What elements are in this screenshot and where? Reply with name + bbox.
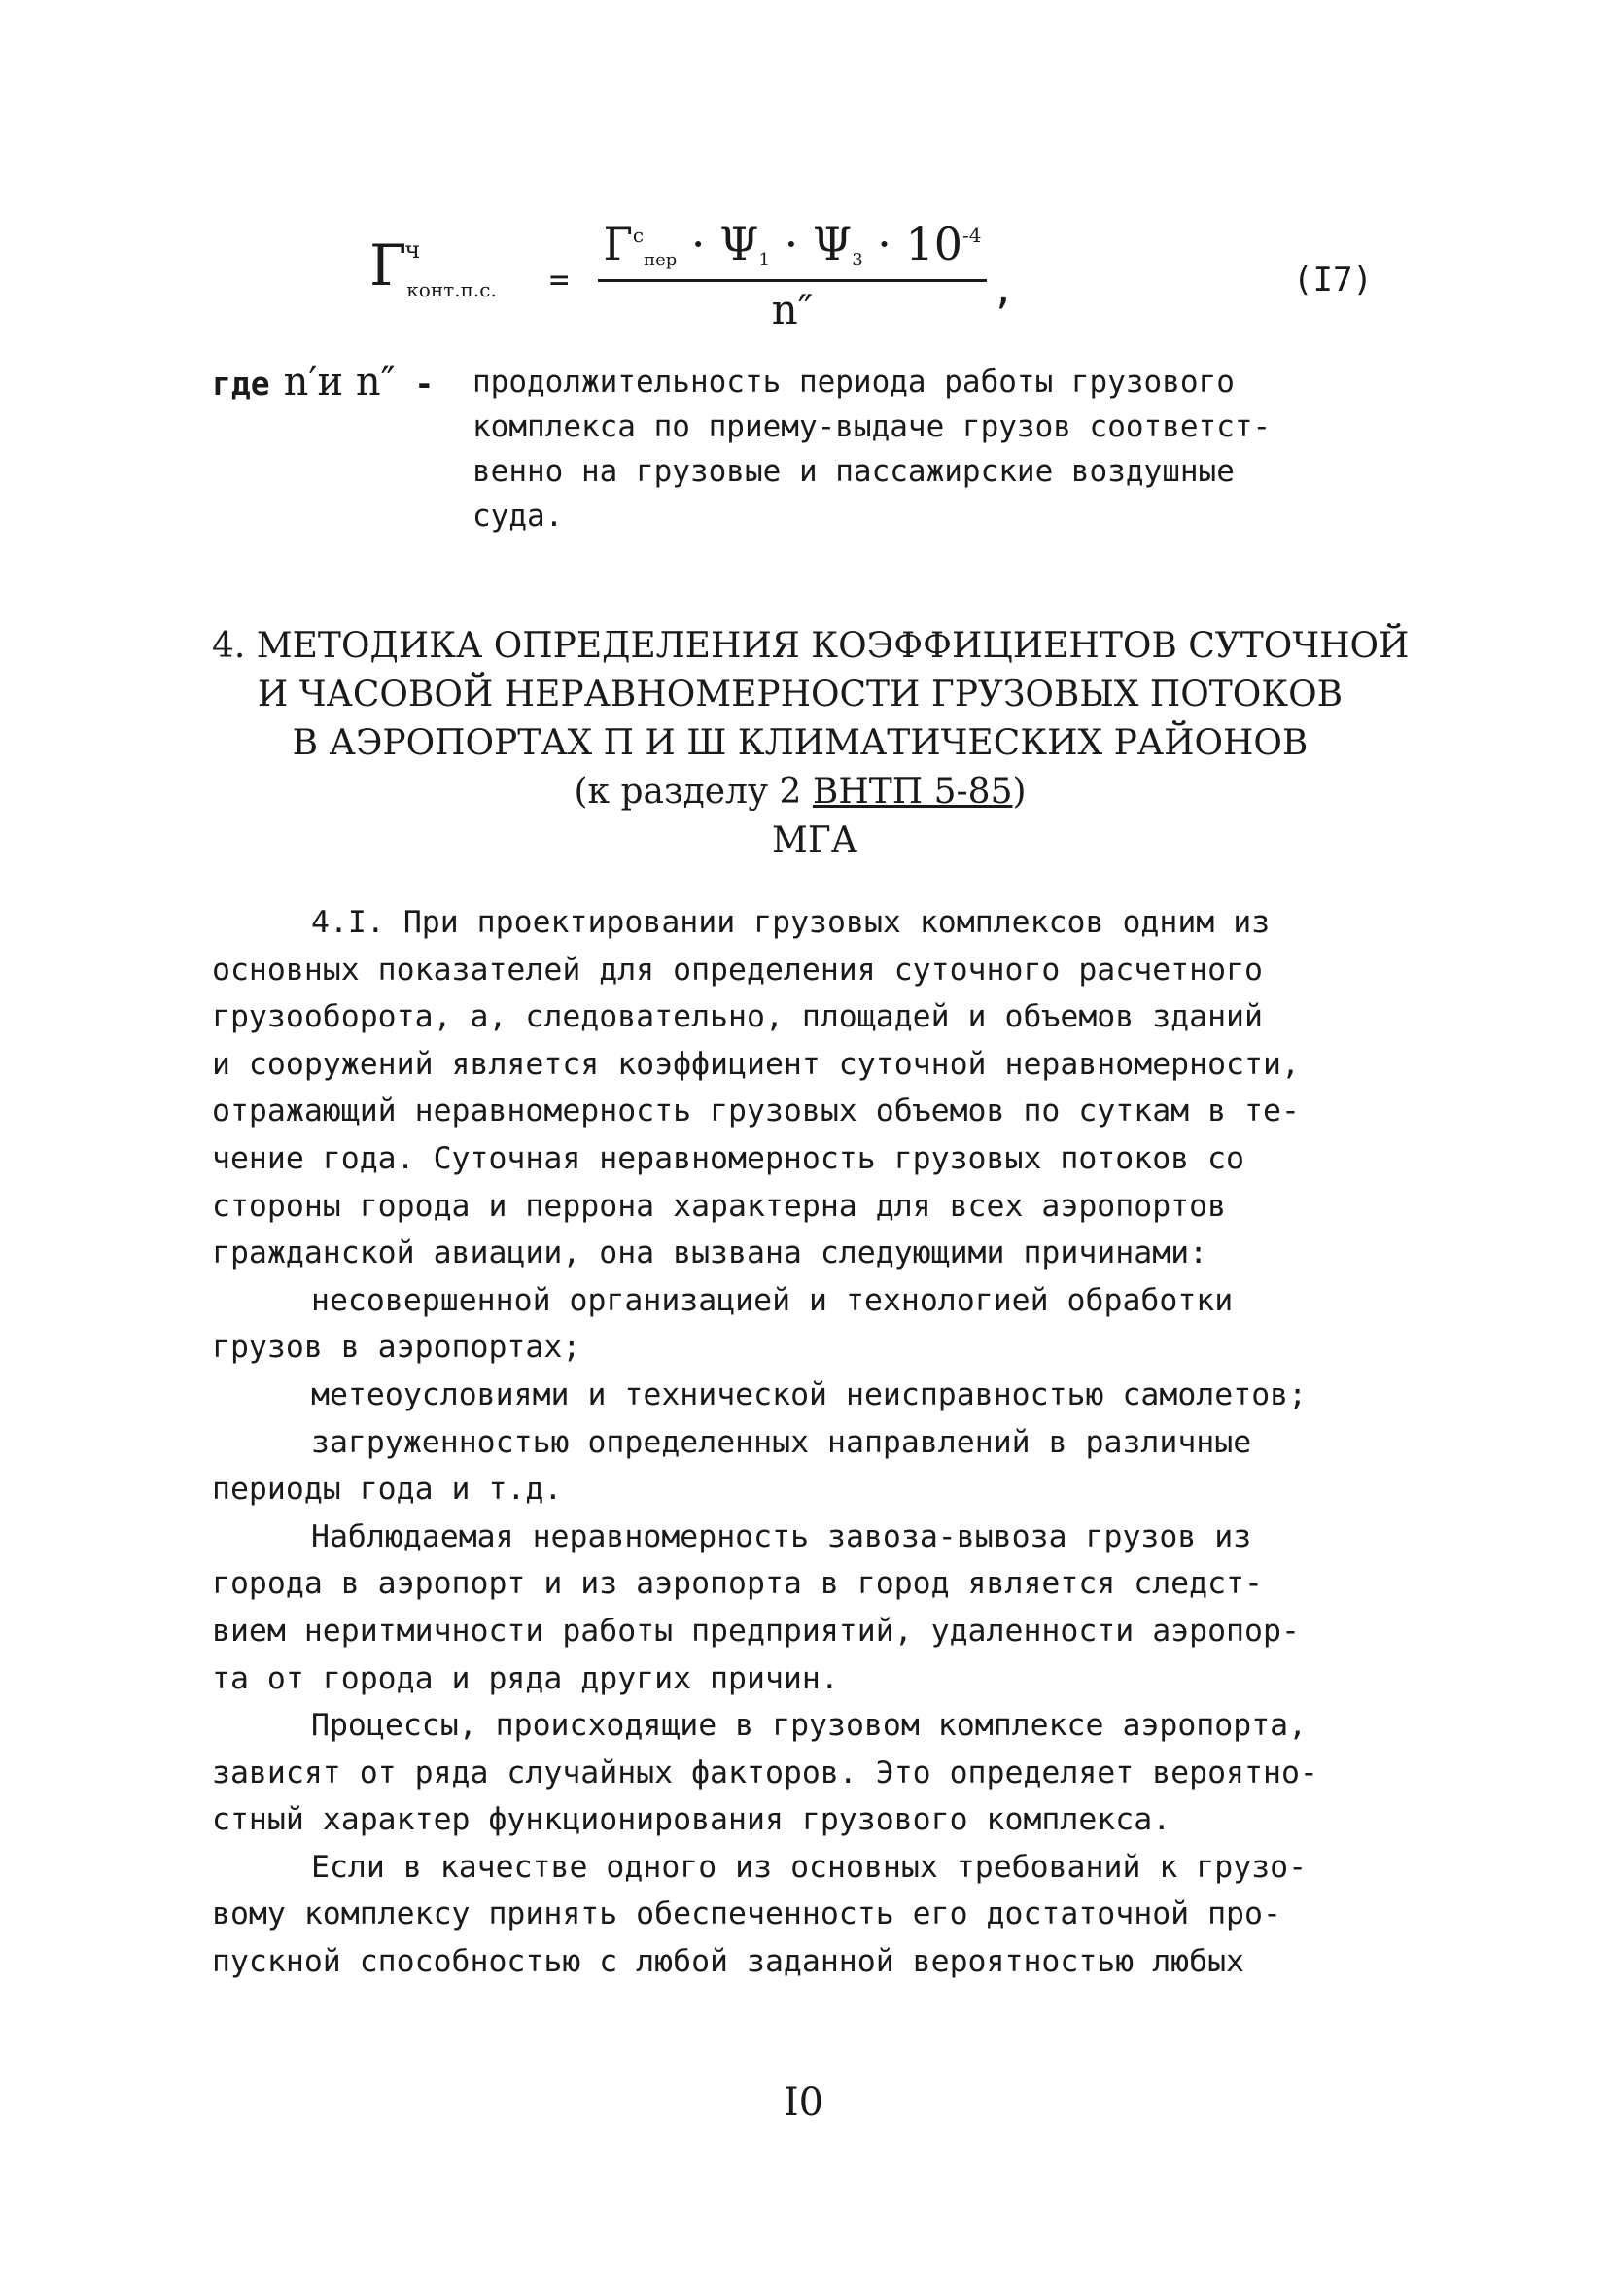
fraction-bar: [598, 279, 987, 282]
page-number: I0: [783, 2080, 824, 2125]
text-line: Наблюдаемая неравномерность завоза-вывоза грузов из: [311, 1518, 1252, 1554]
text-line: чение года. Суточная неравномерность грузовых потоков со: [212, 1140, 1245, 1176]
text-line: Если в качестве одного из основных требований к грузо-: [311, 1849, 1308, 1885]
text-line: зависят от ряда случайных факторов. Это определяет вероятно-: [212, 1755, 1318, 1791]
where-line: суда.: [472, 499, 564, 534]
heading-line: И ЧАСОВОЙ НЕРАВНОМЕРНОСТИ ГРУЗОВЫХ ПОТОКОВ: [257, 675, 1344, 714]
paragraph: [212, 899, 1388, 947]
numerator-exponent: -4: [962, 224, 982, 247]
heading-reference: [212, 768, 1388, 817]
where-keyword: [212, 360, 434, 406]
text-line: отражающий неравномерность грузовых объемов по суткам в те-: [212, 1094, 1300, 1130]
formula-numerator: [598, 218, 987, 270]
text-line: несовершенной организацией и технологией обработки: [311, 1282, 1234, 1318]
reference-prefix: (к разделу 2: [574, 772, 813, 812]
heading-issuer: МГА: [772, 820, 857, 860]
formula-fraction: [598, 218, 987, 333]
text-line: 4.I. При проектировании грузовых комплексов одним из: [311, 905, 1271, 940]
numerator-psi1: · Ψ: [677, 218, 759, 270]
formula-comma: ,: [992, 268, 1016, 313]
formula-denominator: n″: [771, 286, 814, 333]
where-variables: n′и n″: [283, 360, 396, 404]
text-line: вому комплексу принять обеспеченность его достаточной про-: [212, 1896, 1281, 1932]
text-line: та от города и ряда других причин.: [212, 1660, 839, 1696]
where-definition: [472, 360, 1386, 539]
formula-lhs: [369, 232, 512, 301]
text-line: грузооборота, а, следовательно, площадей и объемов зданий: [212, 999, 1263, 1035]
where-word: где: [212, 365, 270, 402]
text-line: метеоусловиями и технической неисправностью самолетов;: [311, 1376, 1308, 1412]
body-text: [212, 899, 1388, 1986]
text-line: гражданской авиации, она вызвана следующими причинами:: [212, 1235, 1208, 1271]
where-line: продолжительность периода работы грузового: [472, 365, 1235, 400]
where-line: комплекса по приему-выдаче грузов соответст-: [472, 409, 1272, 444]
reference-suffix: ): [1012, 772, 1027, 812]
formula-equals: =: [549, 261, 570, 299]
where-dash: -: [395, 365, 435, 402]
section-heading: [212, 622, 1410, 865]
text-line: города в аэропорт и из аэропорта в город является следст-: [212, 1566, 1263, 1602]
text-line: грузов в аэропортах;: [212, 1330, 581, 1366]
text-line: вием неритмичности работы предприятий, удаленности аэропор-: [212, 1613, 1300, 1649]
numerator-psi3-index: 3: [852, 250, 863, 270]
reference-document: ВНТП 5-85: [812, 772, 1013, 812]
text-line: основных показателей для определения суточного расчетного: [212, 952, 1263, 988]
numerator-symbol: Г: [603, 218, 633, 270]
text-line: Процессы, происходящие в грузовом комплексе аэропорта,: [311, 1708, 1308, 1744]
heading-line: 4. МЕТОДИКА ОПРЕДЕЛЕНИЯ КОЭФФИЦИЕНТОВ СУТОЧНОЙ: [212, 626, 1410, 666]
heading-line: В АЭРОПОРТАХ П И Ш КЛИМАТИЧЕСКИХ РАЙОНОВ: [292, 723, 1309, 763]
text-line: загруженностью определенных направлений в различные: [311, 1424, 1252, 1460]
text-line: периоды года и т.д.: [212, 1472, 563, 1508]
formula-lhs-superscript: ч: [404, 236, 421, 263]
text-line: пускной способностью с любой заданной вероятностью любых: [212, 1944, 1245, 1980]
text-line: и сооружений является коэффициент суточной неравномерности,: [212, 1046, 1300, 1082]
equation-number: (I7): [1293, 261, 1373, 299]
numerator-psi3: · Ψ: [769, 218, 853, 270]
numerator-superscript: с: [632, 224, 645, 247]
numerator-power-base: · 10: [862, 218, 963, 270]
text-line: стный характер функционирования грузового комплекса.: [212, 1802, 1171, 1838]
text-line: стороны города и перрона характерна для всех аэропортов: [212, 1188, 1227, 1224]
formula-17: [369, 218, 1380, 348]
formula-lhs-symbol: Г: [369, 232, 407, 298]
numerator-psi1-index: 1: [758, 250, 770, 270]
numerator-subscript: пер: [644, 250, 678, 270]
where-line: венно на грузовые и пассажирские воздушные: [472, 454, 1235, 489]
formula-lhs-subscript: конт.п.с.: [406, 278, 497, 301]
